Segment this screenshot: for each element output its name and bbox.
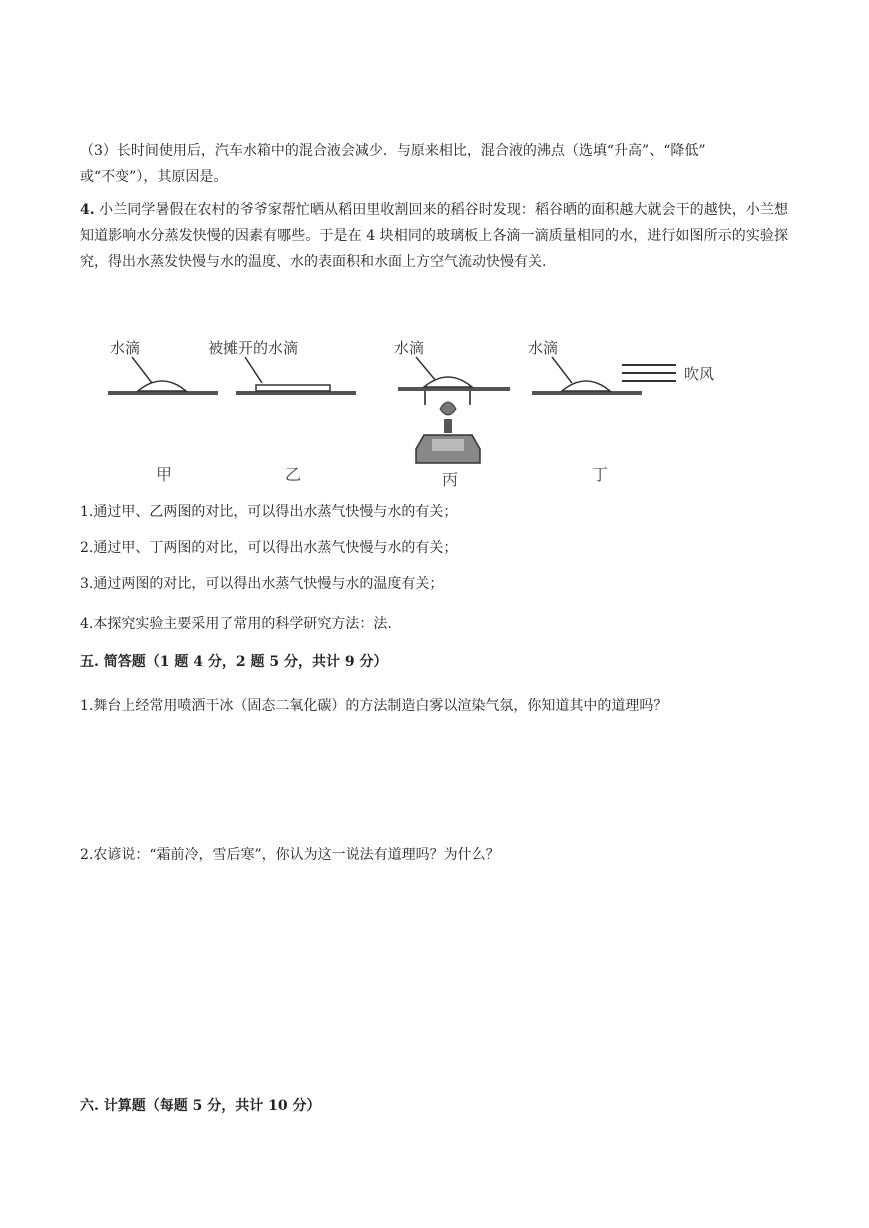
- panel-ding: [528, 339, 714, 484]
- section-5-title: 五. 简答题（1 题 4 分，2 题 5 分，共计 9 分）: [80, 654, 388, 670]
- question-3-line-1: （3）长时间使用后，汽车水箱中的混合液会减少．与原来相比，混合液的沸点（选填“升高”、“降低”: [80, 143, 706, 159]
- question-4-number: 4.: [80, 202, 95, 218]
- caption-bing: 丙: [442, 470, 459, 489]
- label-jia-water-drop: 水滴: [110, 339, 141, 357]
- subquestion-1: 1.通过甲、乙两图的对比，可以得出水蒸气快慢与水的有关；: [80, 504, 458, 520]
- section-6-title: 六. 计算题（每题 5 分，共计 10 分）: [80, 1098, 321, 1114]
- panel-jia: [108, 339, 218, 484]
- caption-jia: 甲: [156, 465, 173, 484]
- label-ding-water-drop: 水滴: [528, 339, 559, 357]
- label-yi-spread-drop: 被摊开的水滴: [208, 339, 299, 357]
- section-5-question-2: 2.农谚说：“霜前冷，雪后寒”，你认为这一说法有道理吗？为什么？: [80, 847, 500, 863]
- question-4-body: 小兰同学暑假在农村的爷爷家帮忙晒从稻田里收割回来的稻谷时发现：稻谷晒的面积越大就会干的越快，小兰想知道影响水分蒸发快慢的因素有哪些。于是在 4 块相同的玻璃板上各滴一滴质量相同的水，进行如图所示的实验探究，得出水蒸发快慢与水的温度、水的表面积和水面上方空气流动快慢有关.: [80, 202, 788, 270]
- subquestion-4: 4.本探究实验主要采用了常用的科学研究方法：法.: [80, 616, 392, 632]
- panel-bing: [394, 339, 510, 489]
- panel-yi: [208, 339, 356, 484]
- label-bing-water-drop: 水滴: [394, 339, 425, 357]
- caption-ding: 丁: [592, 465, 609, 484]
- subquestion-2: 2.通过甲、丁两图的对比，可以得出水蒸气快慢与水的有关；: [80, 540, 458, 556]
- subquestion-3: 3.通过两图的对比，可以得出水蒸气快慢与水的温度有关；: [80, 576, 444, 592]
- label-blow-wind: 吹风: [684, 365, 715, 383]
- caption-yi: 乙: [285, 465, 302, 484]
- question-3-line-2: 或“不变”），其原因是。: [80, 169, 228, 185]
- section-5-question-1: 1.舞台上经常用喷洒干冰（固态二氧化碳）的方法制造白雾以渲染气氛，你知道其中的道理吗？: [80, 698, 668, 714]
- question-4-text: [80, 197, 788, 275]
- evaporation-experiment-figure: [80, 325, 750, 495]
